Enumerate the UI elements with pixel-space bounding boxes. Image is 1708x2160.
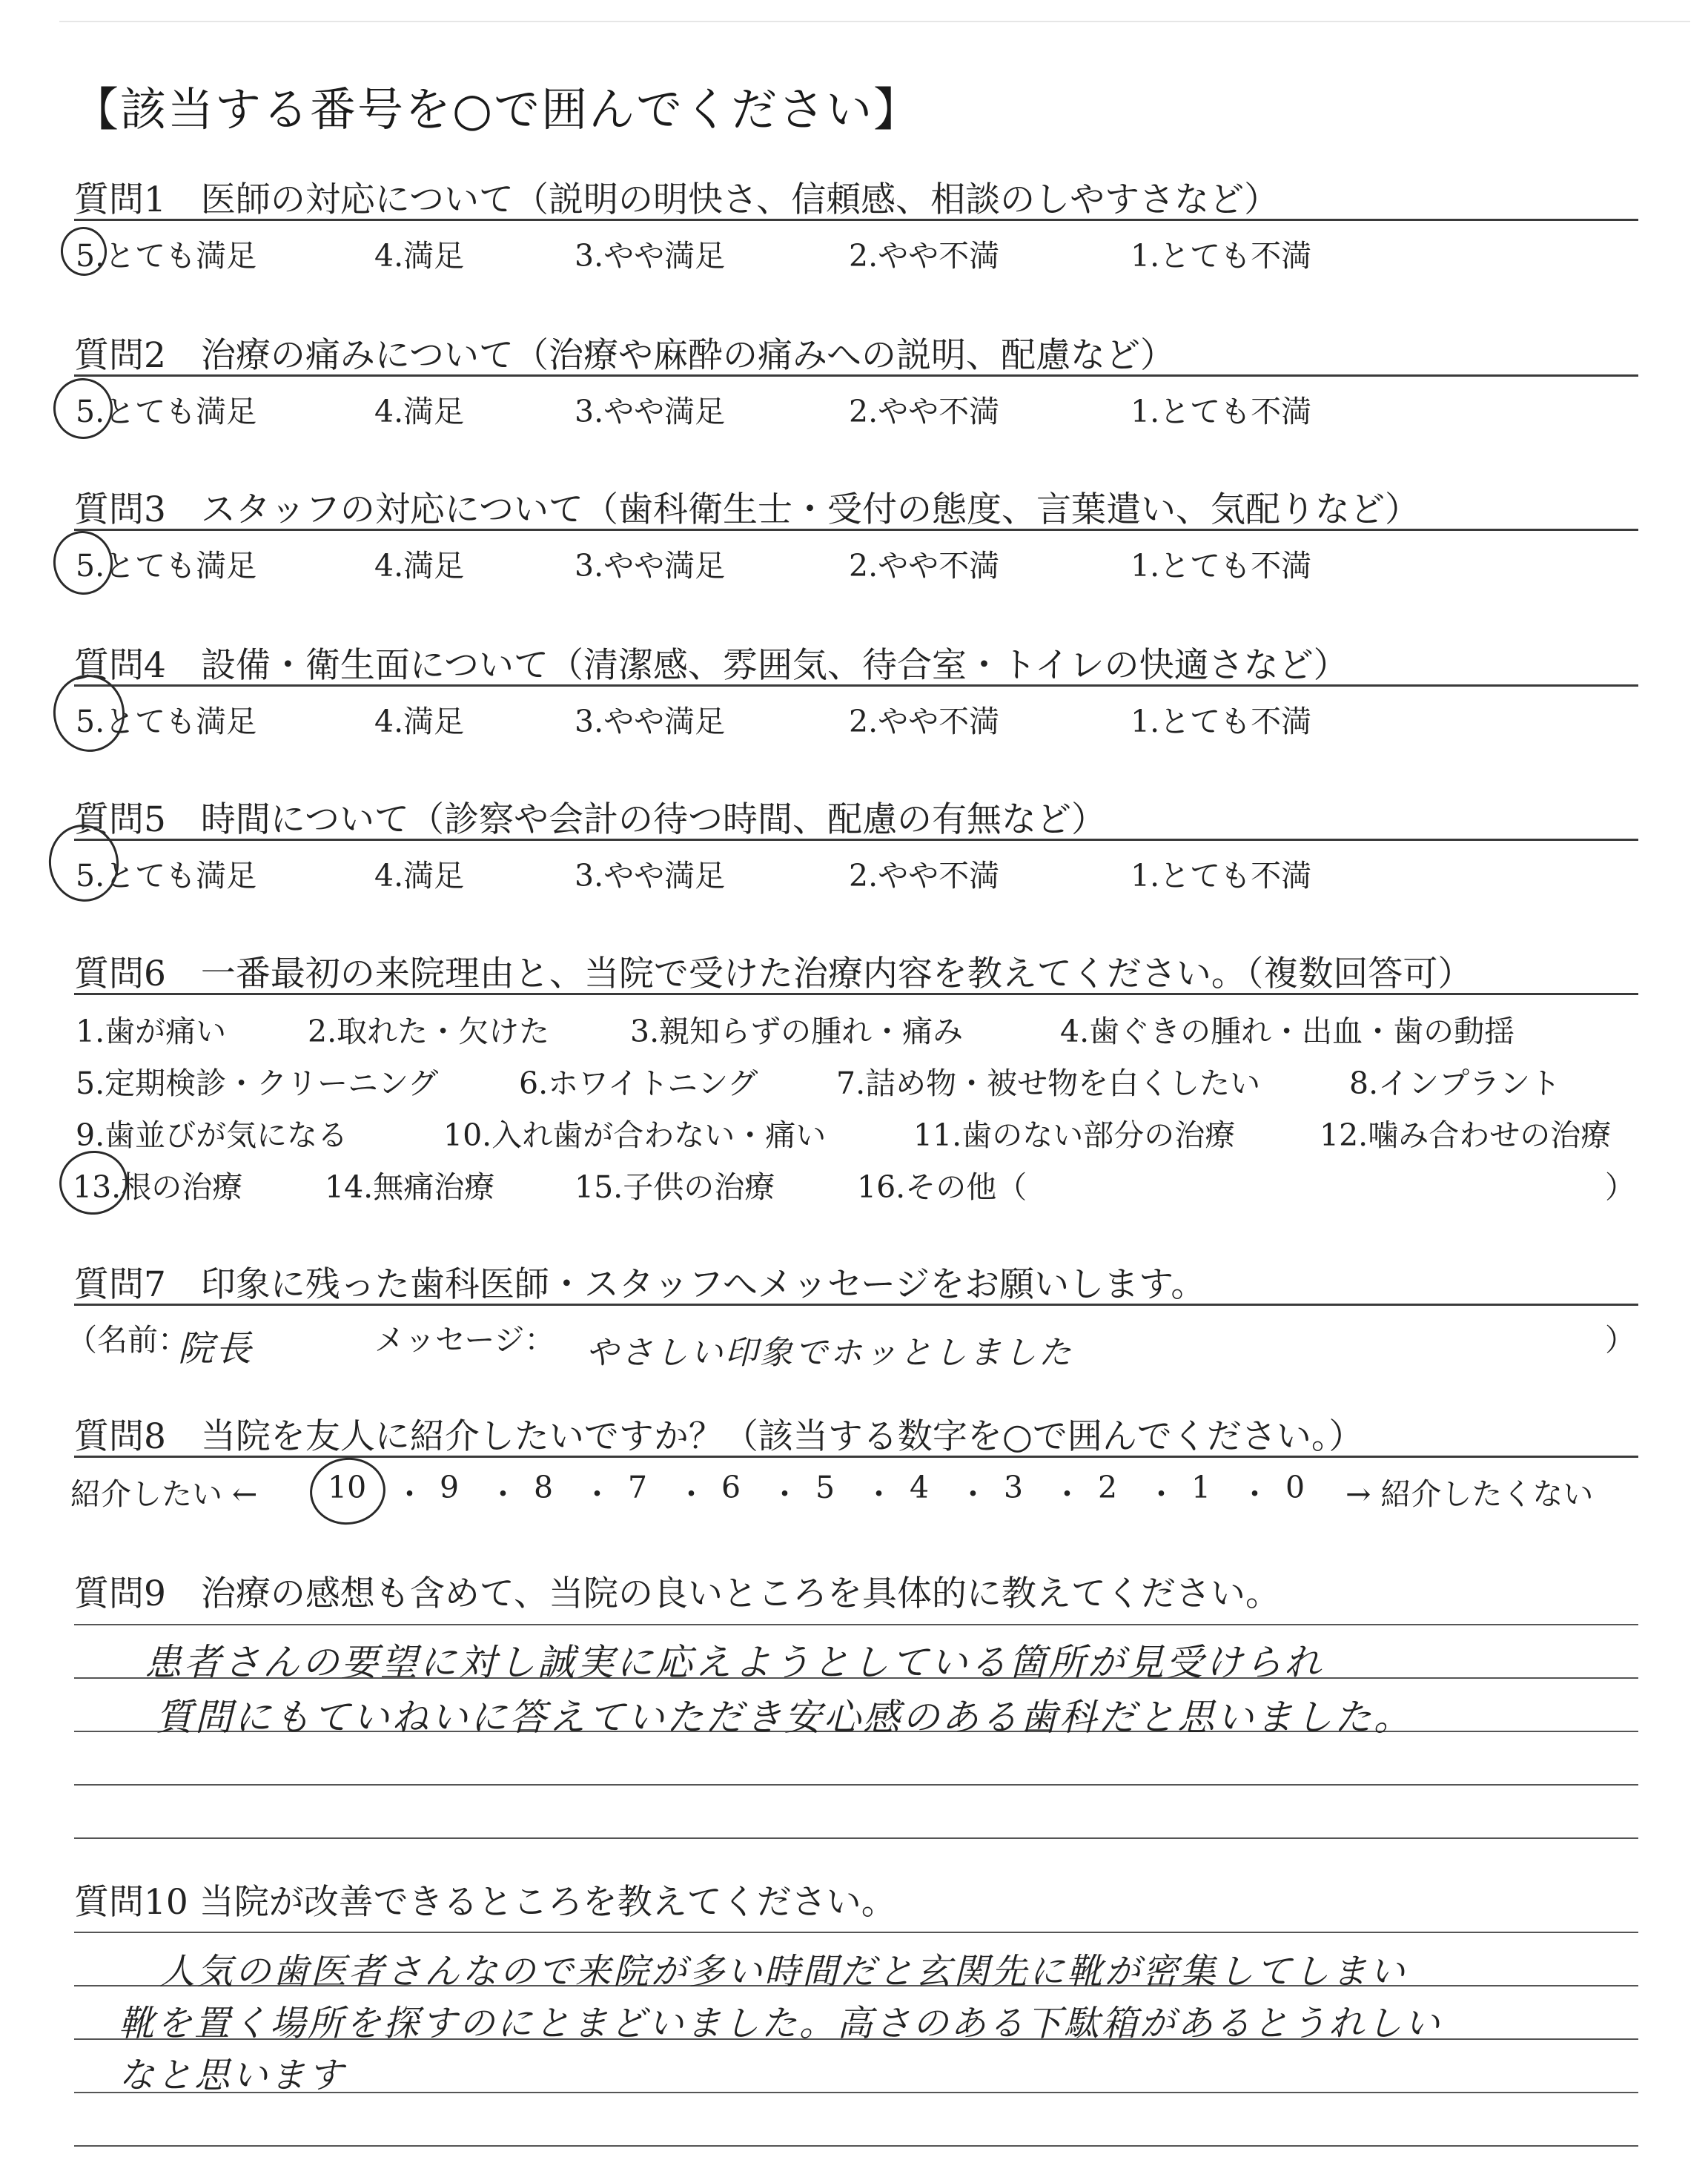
- q5-option-5[interactable]: 5.とても満足: [76, 858, 257, 894]
- q8-separator: ・: [488, 1476, 518, 1512]
- q6-option-15[interactable]: 15.子供の治療: [575, 1169, 775, 1205]
- q8-left-label: 紹介したい ←: [70, 1476, 258, 1512]
- question-5-title: 質問5 時間について（診察や会計の待つ時間、配慮の有無など）: [74, 799, 1106, 840]
- q8-separator: ・: [769, 1476, 800, 1512]
- q3-option-3[interactable]: 3.やや満足: [575, 548, 726, 584]
- q6-option-5[interactable]: 5.定期検診・クリーニング: [76, 1066, 439, 1101]
- q8-scale-9[interactable]: 9: [440, 1470, 460, 1505]
- q6-option-11[interactable]: 11.歯のない部分の治療: [913, 1117, 1236, 1153]
- question-2-title: 質問2 治療の痛みについて（治療や麻酔の痛みへの説明、配慮など）: [74, 335, 1176, 376]
- q6-other-close-paren: ）: [1605, 1169, 1635, 1205]
- question-1-rule: [74, 219, 1638, 221]
- q6-option-12[interactable]: 12.噛み合わせの治療: [1320, 1117, 1612, 1153]
- q4-option-2[interactable]: 2.やや不満: [849, 704, 1000, 739]
- scan-edge: [59, 21, 1690, 22]
- q10-answer-line: [74, 2145, 1638, 2147]
- q8-scale-8[interactable]: 8: [534, 1470, 554, 1505]
- q7-name-value[interactable]: 院長: [178, 1328, 254, 1370]
- q8-scale-0[interactable]: 0: [1285, 1470, 1305, 1505]
- q8-separator: ・: [864, 1476, 894, 1512]
- q9-answer-text[interactable]: 質問にもていねいに答えていただき安心感のある歯科だと思いました。: [156, 1696, 1413, 1739]
- q1-option-4[interactable]: 4.満足: [374, 238, 465, 274]
- q6-option-6[interactable]: 6.ホワイトニング: [519, 1066, 758, 1101]
- question-3-rule: [74, 529, 1638, 531]
- q10-answer-text[interactable]: 人気の歯医者さんなので来院が多い時間だと玄関先に靴が密集してしまい: [159, 1951, 1408, 1992]
- question-6-rule: [74, 993, 1638, 995]
- q2-option-5[interactable]: 5.とても満足: [76, 394, 257, 429]
- q8-scale-5[interactable]: 5: [815, 1470, 835, 1505]
- q4-option-4[interactable]: 4.満足: [374, 704, 465, 739]
- q4-option-5[interactable]: 5.とても満足: [76, 704, 257, 739]
- question-6-title: 質問6 一番最初の来院理由と、当院で受けた治療内容を教えてください。（複数回答可）: [74, 954, 1473, 994]
- q9-answer-line: [74, 1624, 1638, 1625]
- q8-scale-3[interactable]: 3: [1004, 1470, 1024, 1505]
- q8-scale-2[interactable]: 2: [1098, 1470, 1118, 1505]
- question-7-rule: [74, 1304, 1638, 1306]
- q5-option-4[interactable]: 4.満足: [374, 858, 465, 894]
- q9-answer-line: [74, 1837, 1638, 1839]
- q2-option-2[interactable]: 2.やや不満: [849, 394, 1000, 429]
- q10-answer-text[interactable]: なと思います: [119, 2055, 346, 2096]
- q3-option-5[interactable]: 5.とても満足: [76, 548, 257, 584]
- q6-option-7[interactable]: 7.詰め物・被せ物を白くしたい: [836, 1066, 1261, 1101]
- q6-option-13[interactable]: 13.根の治療: [73, 1169, 243, 1205]
- q5-option-3[interactable]: 3.やや満足: [575, 858, 726, 894]
- question-1-title: 質問1 医師の対応について（説明の明快さ、信頼感、相談のしやすさなど）: [74, 179, 1280, 220]
- q6-option-4[interactable]: 4.歯ぐきの腫れ・出血・歯の動揺: [1060, 1014, 1515, 1049]
- q8-separator: ・: [582, 1476, 612, 1512]
- q10-answer-text[interactable]: 靴を置く場所を探すのにとまどいました。高さのある下駄箱があるとうれしい: [119, 2003, 1443, 2044]
- q6-option-14[interactable]: 14.無痛治療: [325, 1169, 495, 1205]
- q1-option-2[interactable]: 2.やや不満: [849, 238, 1000, 274]
- q8-scale-6[interactable]: 6: [721, 1470, 741, 1505]
- q6-option-16[interactable]: 16.その他（: [857, 1169, 1027, 1205]
- q7-message-label: メッセージ：: [374, 1322, 555, 1358]
- q8-separator: ・: [676, 1476, 706, 1512]
- q3-option-4[interactable]: 4.満足: [374, 548, 465, 584]
- q4-option-3[interactable]: 3.やや満足: [575, 704, 726, 739]
- question-10-title: 質問10 当院が改善できるところを教えてください。: [74, 1882, 896, 1923]
- q8-separator: ・: [958, 1476, 988, 1512]
- q1-option-3[interactable]: 3.やや満足: [575, 238, 726, 274]
- q9-answer-line: [74, 1784, 1638, 1786]
- q2-option-4[interactable]: 4.満足: [374, 394, 465, 429]
- q10-answer-line: [74, 1932, 1638, 1933]
- q3-selection-circle: [49, 527, 116, 598]
- q8-scale-4[interactable]: 4: [910, 1470, 930, 1505]
- q8-separator: ・: [394, 1476, 425, 1512]
- q1-option-5[interactable]: 5.とても満足: [76, 238, 257, 274]
- q3-option-1[interactable]: 1.とても不満: [1131, 548, 1312, 584]
- question-9-title: 質問9 治療の感想も含めて、当院の良いところを具体的に教えてください。: [74, 1573, 1280, 1614]
- q3-option-2[interactable]: 2.やや不満: [849, 548, 1000, 584]
- q8-right-label: → 紹介したくない: [1345, 1476, 1594, 1512]
- q6-option-2[interactable]: 2.取れた・欠けた: [308, 1014, 550, 1049]
- q8-separator: ・: [1052, 1476, 1082, 1512]
- q8-selection-circle: [305, 1453, 390, 1529]
- q2-option-3[interactable]: 3.やや満足: [575, 394, 726, 429]
- q6-option-10[interactable]: 10.入れ歯が合わない・痛い: [443, 1117, 827, 1153]
- q8-separator: ・: [1239, 1476, 1270, 1512]
- q7-close-paren: ）: [1605, 1322, 1635, 1358]
- q2-option-1[interactable]: 1.とても不満: [1131, 394, 1312, 429]
- q8-scale-7[interactable]: 7: [628, 1470, 648, 1505]
- q8-scale-10[interactable]: 10: [328, 1470, 367, 1505]
- q6-option-1[interactable]: 1.歯が痛い: [76, 1014, 227, 1049]
- q5-option-1[interactable]: 1.とても不満: [1131, 858, 1312, 894]
- question-2-rule: [74, 374, 1638, 377]
- q4-option-1[interactable]: 1.とても不満: [1131, 704, 1312, 739]
- q6-option-3[interactable]: 3.親知らずの腫れ・痛み: [630, 1014, 964, 1049]
- page-title: 【該当する番号を○で囲んでください】: [73, 82, 921, 136]
- q6-selection-circle: [55, 1146, 131, 1219]
- question-5-rule: [74, 839, 1638, 841]
- question-4-title: 質問4 設備・衛生面について（清潔感、雰囲気、待合室・トイレの快適さなど）: [74, 645, 1348, 686]
- question-7-title: 質問7 印象に残った歯科医師・スタッフへメッセージをお願いします。: [74, 1264, 1206, 1305]
- question-8-rule: [74, 1456, 1638, 1458]
- q7-name-label: （名前：: [67, 1322, 188, 1358]
- q6-option-9[interactable]: 9.歯並びが気になる: [76, 1117, 348, 1153]
- question-4-rule: [74, 684, 1638, 687]
- q2-selection-circle: [50, 374, 117, 443]
- q1-option-1[interactable]: 1.とても不満: [1131, 238, 1312, 274]
- q6-option-8[interactable]: 8.インプラント: [1349, 1066, 1561, 1101]
- q9-answer-text[interactable]: 患者さんの要望に対し誠実に応えようとしている箇所が見受けられ: [145, 1641, 1323, 1684]
- q7-message-value[interactable]: やさしい印象でホッとしました: [586, 1334, 1073, 1372]
- question-3-title: 質問3 スタッフの対応について（歯科衛生士・受付の態度、言葉遣い、気配りなど）: [74, 489, 1420, 530]
- q8-scale-1[interactable]: 1: [1191, 1470, 1211, 1505]
- q8-separator: ・: [1146, 1476, 1176, 1512]
- question-8-title: 質問8 当院を友人に紹介したいですか？（該当する数字を○で囲んでください。）: [74, 1416, 1364, 1457]
- q5-option-2[interactable]: 2.やや不満: [849, 858, 1000, 894]
